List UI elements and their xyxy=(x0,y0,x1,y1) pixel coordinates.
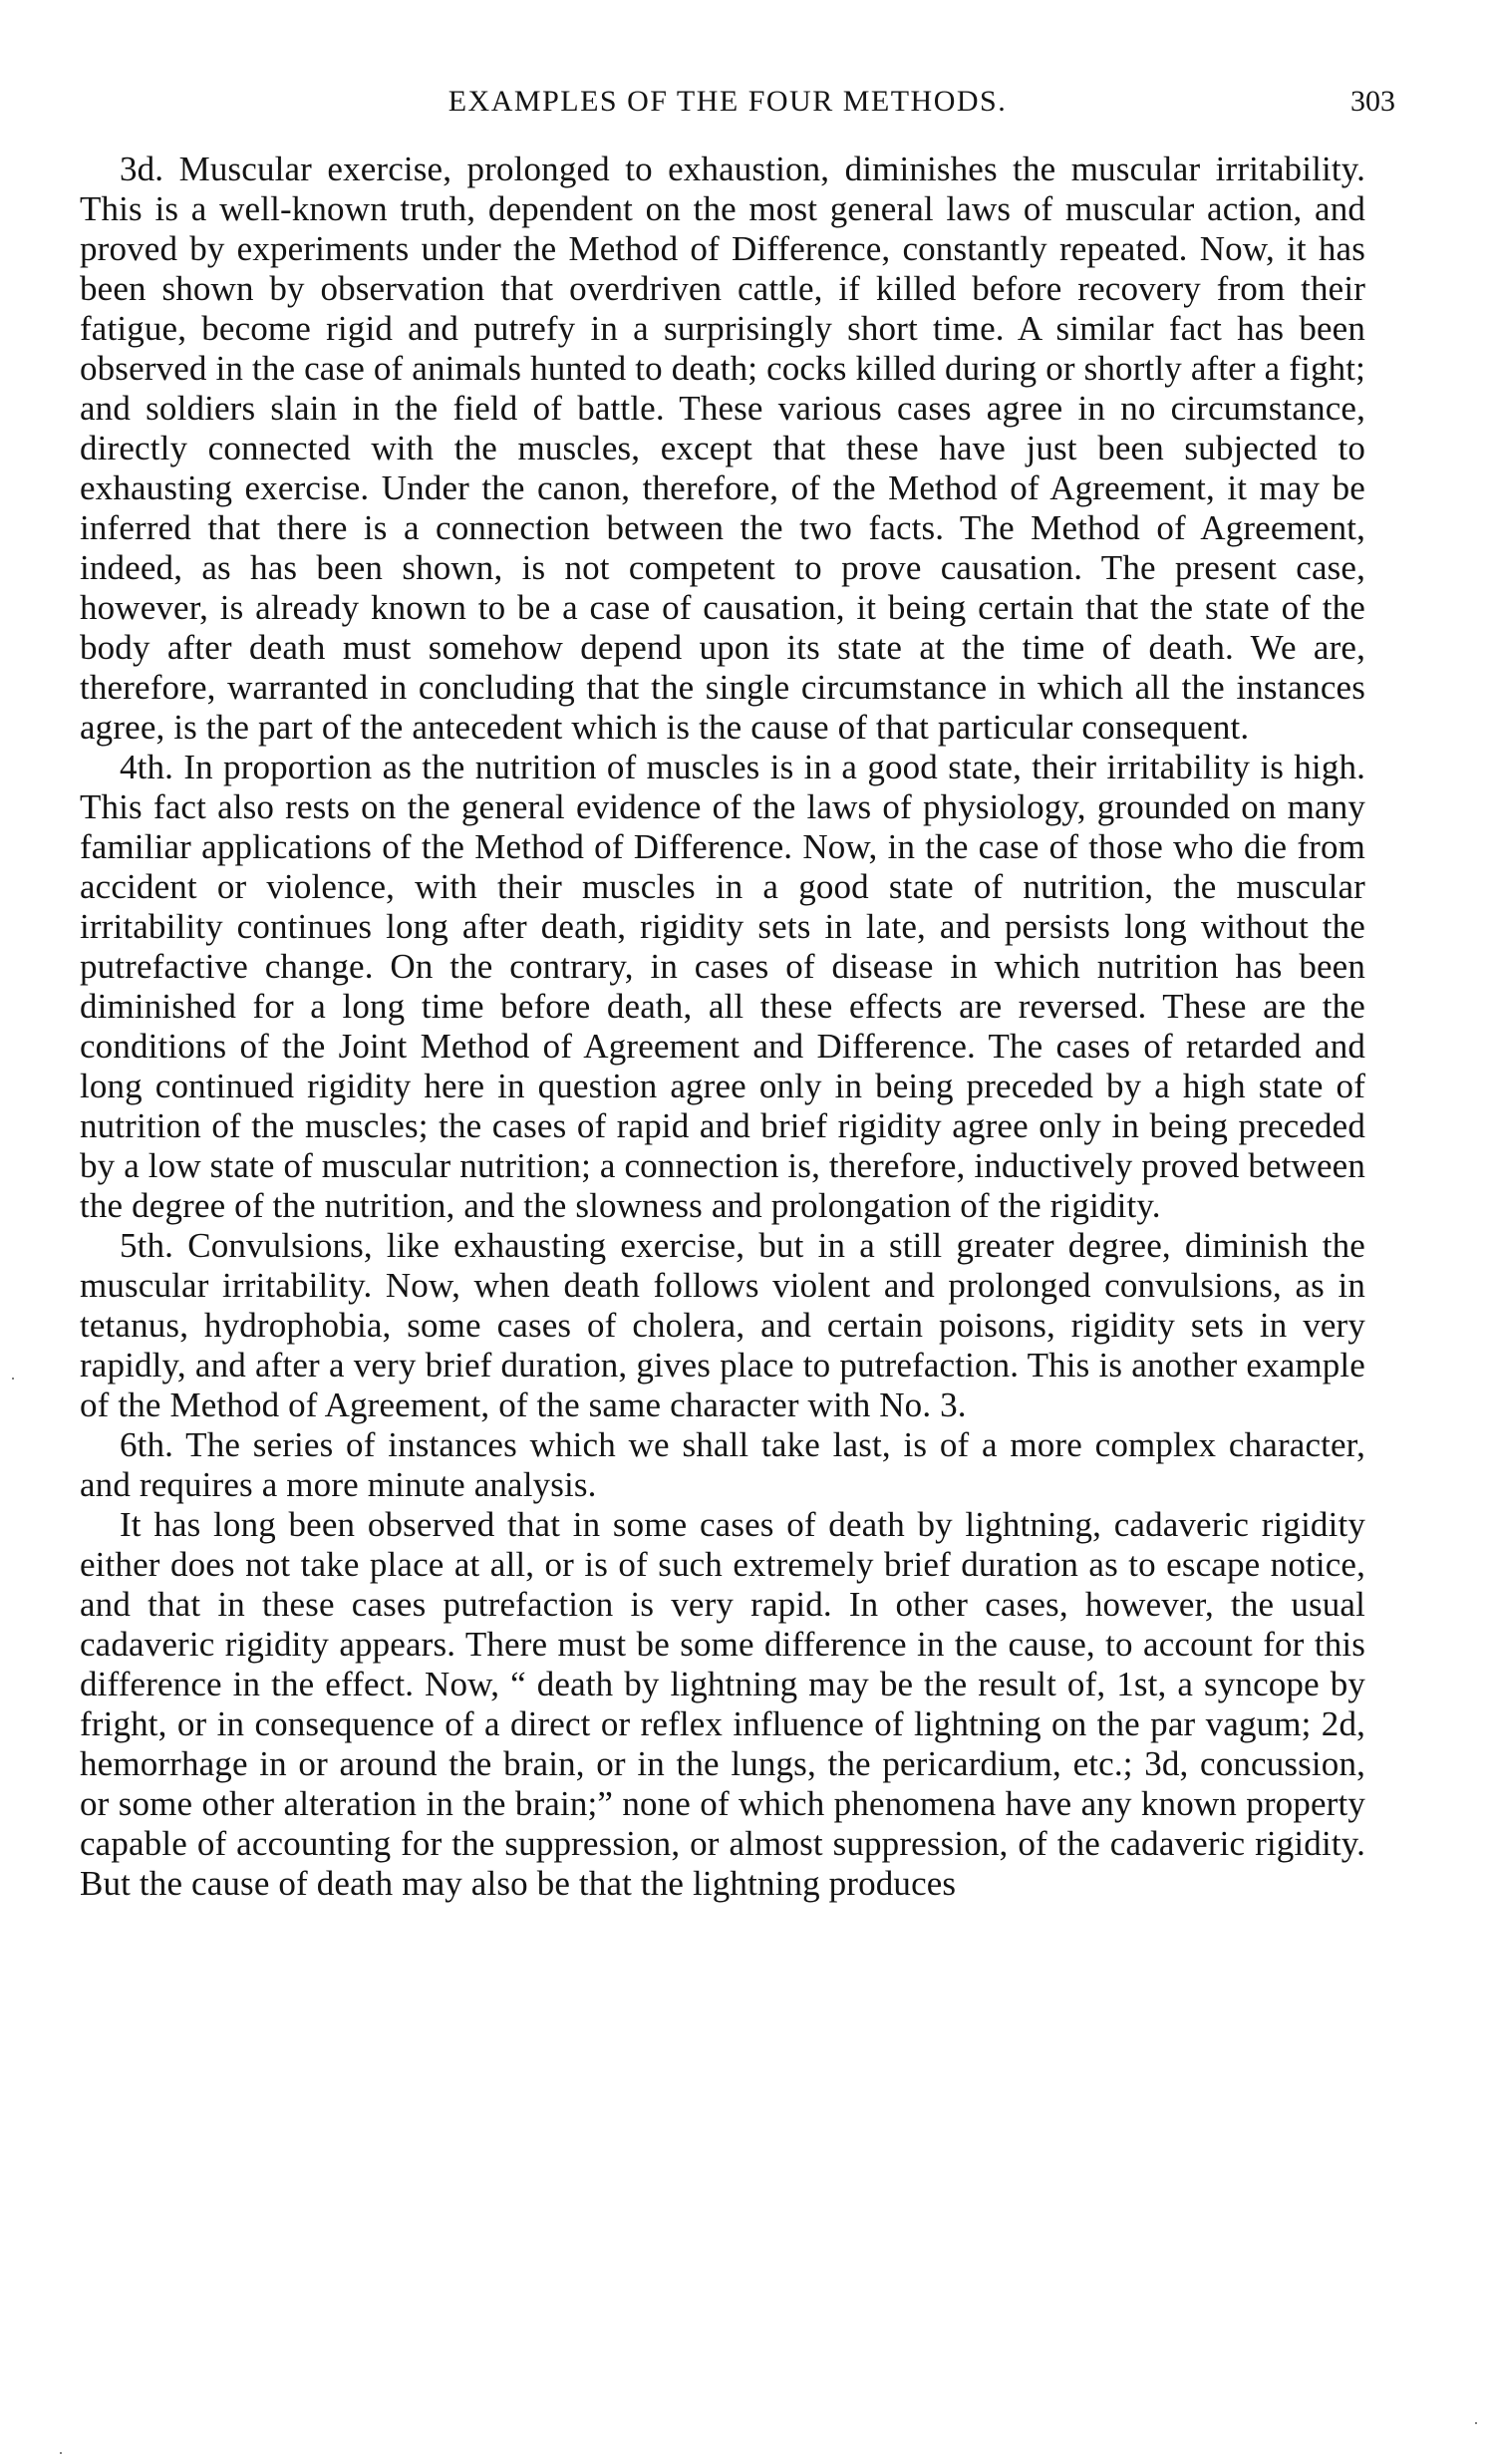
scan-speck xyxy=(1475,2422,1477,2424)
paragraph-death-by-lightning: It has long been observed that in some cases of death by lightning, cadaveric rigidity either does not take place at all, or is of such extremely brief duration as to escape notice, and that in these cases putrefaction is very rapid. In other cases, however, the usual cadaveric rigidity appears. There must be some difference in the cause, to account for this difference in the effect. Now, “ death by lightning may be the result of, 1st, a syncope by fright, or in consequence of a direct or reflex influence of lightning on the par vagum; 2d, hemorrhage in or around the brain, or in the lungs, the pericardium, etc.; 3d, concussion, or some other alteration in the brain;” none of which phenomena have any known property capable of accounting for the suppression, or almost suppression, of the cadaveric rigidity. But the cause of death may also be that the lightning produces xyxy=(80,1505,1365,1903)
paragraph-6th-complex-series: 6th. The series of instances which we shall take last, is of a more complex character, and requires a more minute analysis. xyxy=(80,1425,1365,1504)
running-title: EXAMPLES OF THE FOUR METHODS. xyxy=(447,85,1008,118)
scan-speck xyxy=(12,1378,14,1380)
scan-speck xyxy=(60,2452,62,2454)
paragraph-5th-convulsions: 5th. Convulsions, like exhausting exercise, but in a still greater degree, diminish the muscular irritability. Now, when death follows violent and prolonged convulsions, as in tetanus, hydrophobia, some cases of cholera, and certain poisons, rigidity sets in very rapidly, and after a very brief duration, gives place to putrefaction. This is another example of the Method of Agreement, of the same character with No. 3. xyxy=(80,1226,1365,1424)
running-head xyxy=(80,82,1395,122)
paragraph-4th-nutrition: 4th. In proportion as the nutrition of muscles is in a good state, their irritability is high. This fact also rests on the general evidence of the laws of physiology, grounded on many familiar applications of the Method of Difference. Now, in the case of those who die from accident or violence, with their muscles in a good state of nutrition, the muscular irritability continues long after death, rigidity sets in late, and persists long without the putrefactive change. On the contrary, in cases of disease in which nutrition has been diminished for a long time before death, all these effects are reversed. These are the conditions of the Joint Method of Agreement and Difference. The cases of retarded and long continued rigidity here in question agree only in being preceded by a high state of nutrition of the muscles; the cases of rapid and brief rigidity agree only in being preceded by a low state of muscular nutrition; a connection is, therefore, inductively proved between the degree of the nutrition, and the slowness and prolongation of the rigidity. xyxy=(80,748,1365,1225)
paragraph-3d-muscular-exercise: 3d. Muscular exercise, prolonged to exhaustion, diminishes the muscular irritability. This is a well-known truth, dependent on the most general laws of muscular action, and proved by experiments under the Method of Difference, constantly repeated. Now, it has been shown by observation that overdriven cattle, if killed before recovery from their fatigue, become rigid and putrefy in a surprisingly short time. A similar fact has been observed in the case of animals hunted to death; cocks killed during or shortly after a fight; and soldiers slain in the field of battle. These various cases agree in no circumstance, directly connected with the muscles, except that these have just been subjected to exhausting exercise. Under the canon, therefore, of the Method of Agreement, it may be inferred that there is a connection between the two facts. The Method of Agreement, indeed, as has been shown, is not competent to prove causation. The present case, however, is already known to be a case of causation, it being certain that the state of the body after death must somehow depend upon its state at the time of death. We are, therefore, warranted in concluding that the single circumstance in which all the instances agree, is the part of the antecedent which is the cause of that particular consequent. xyxy=(80,150,1365,747)
page-number: 303 xyxy=(1350,85,1395,118)
body-text xyxy=(80,150,1365,1904)
